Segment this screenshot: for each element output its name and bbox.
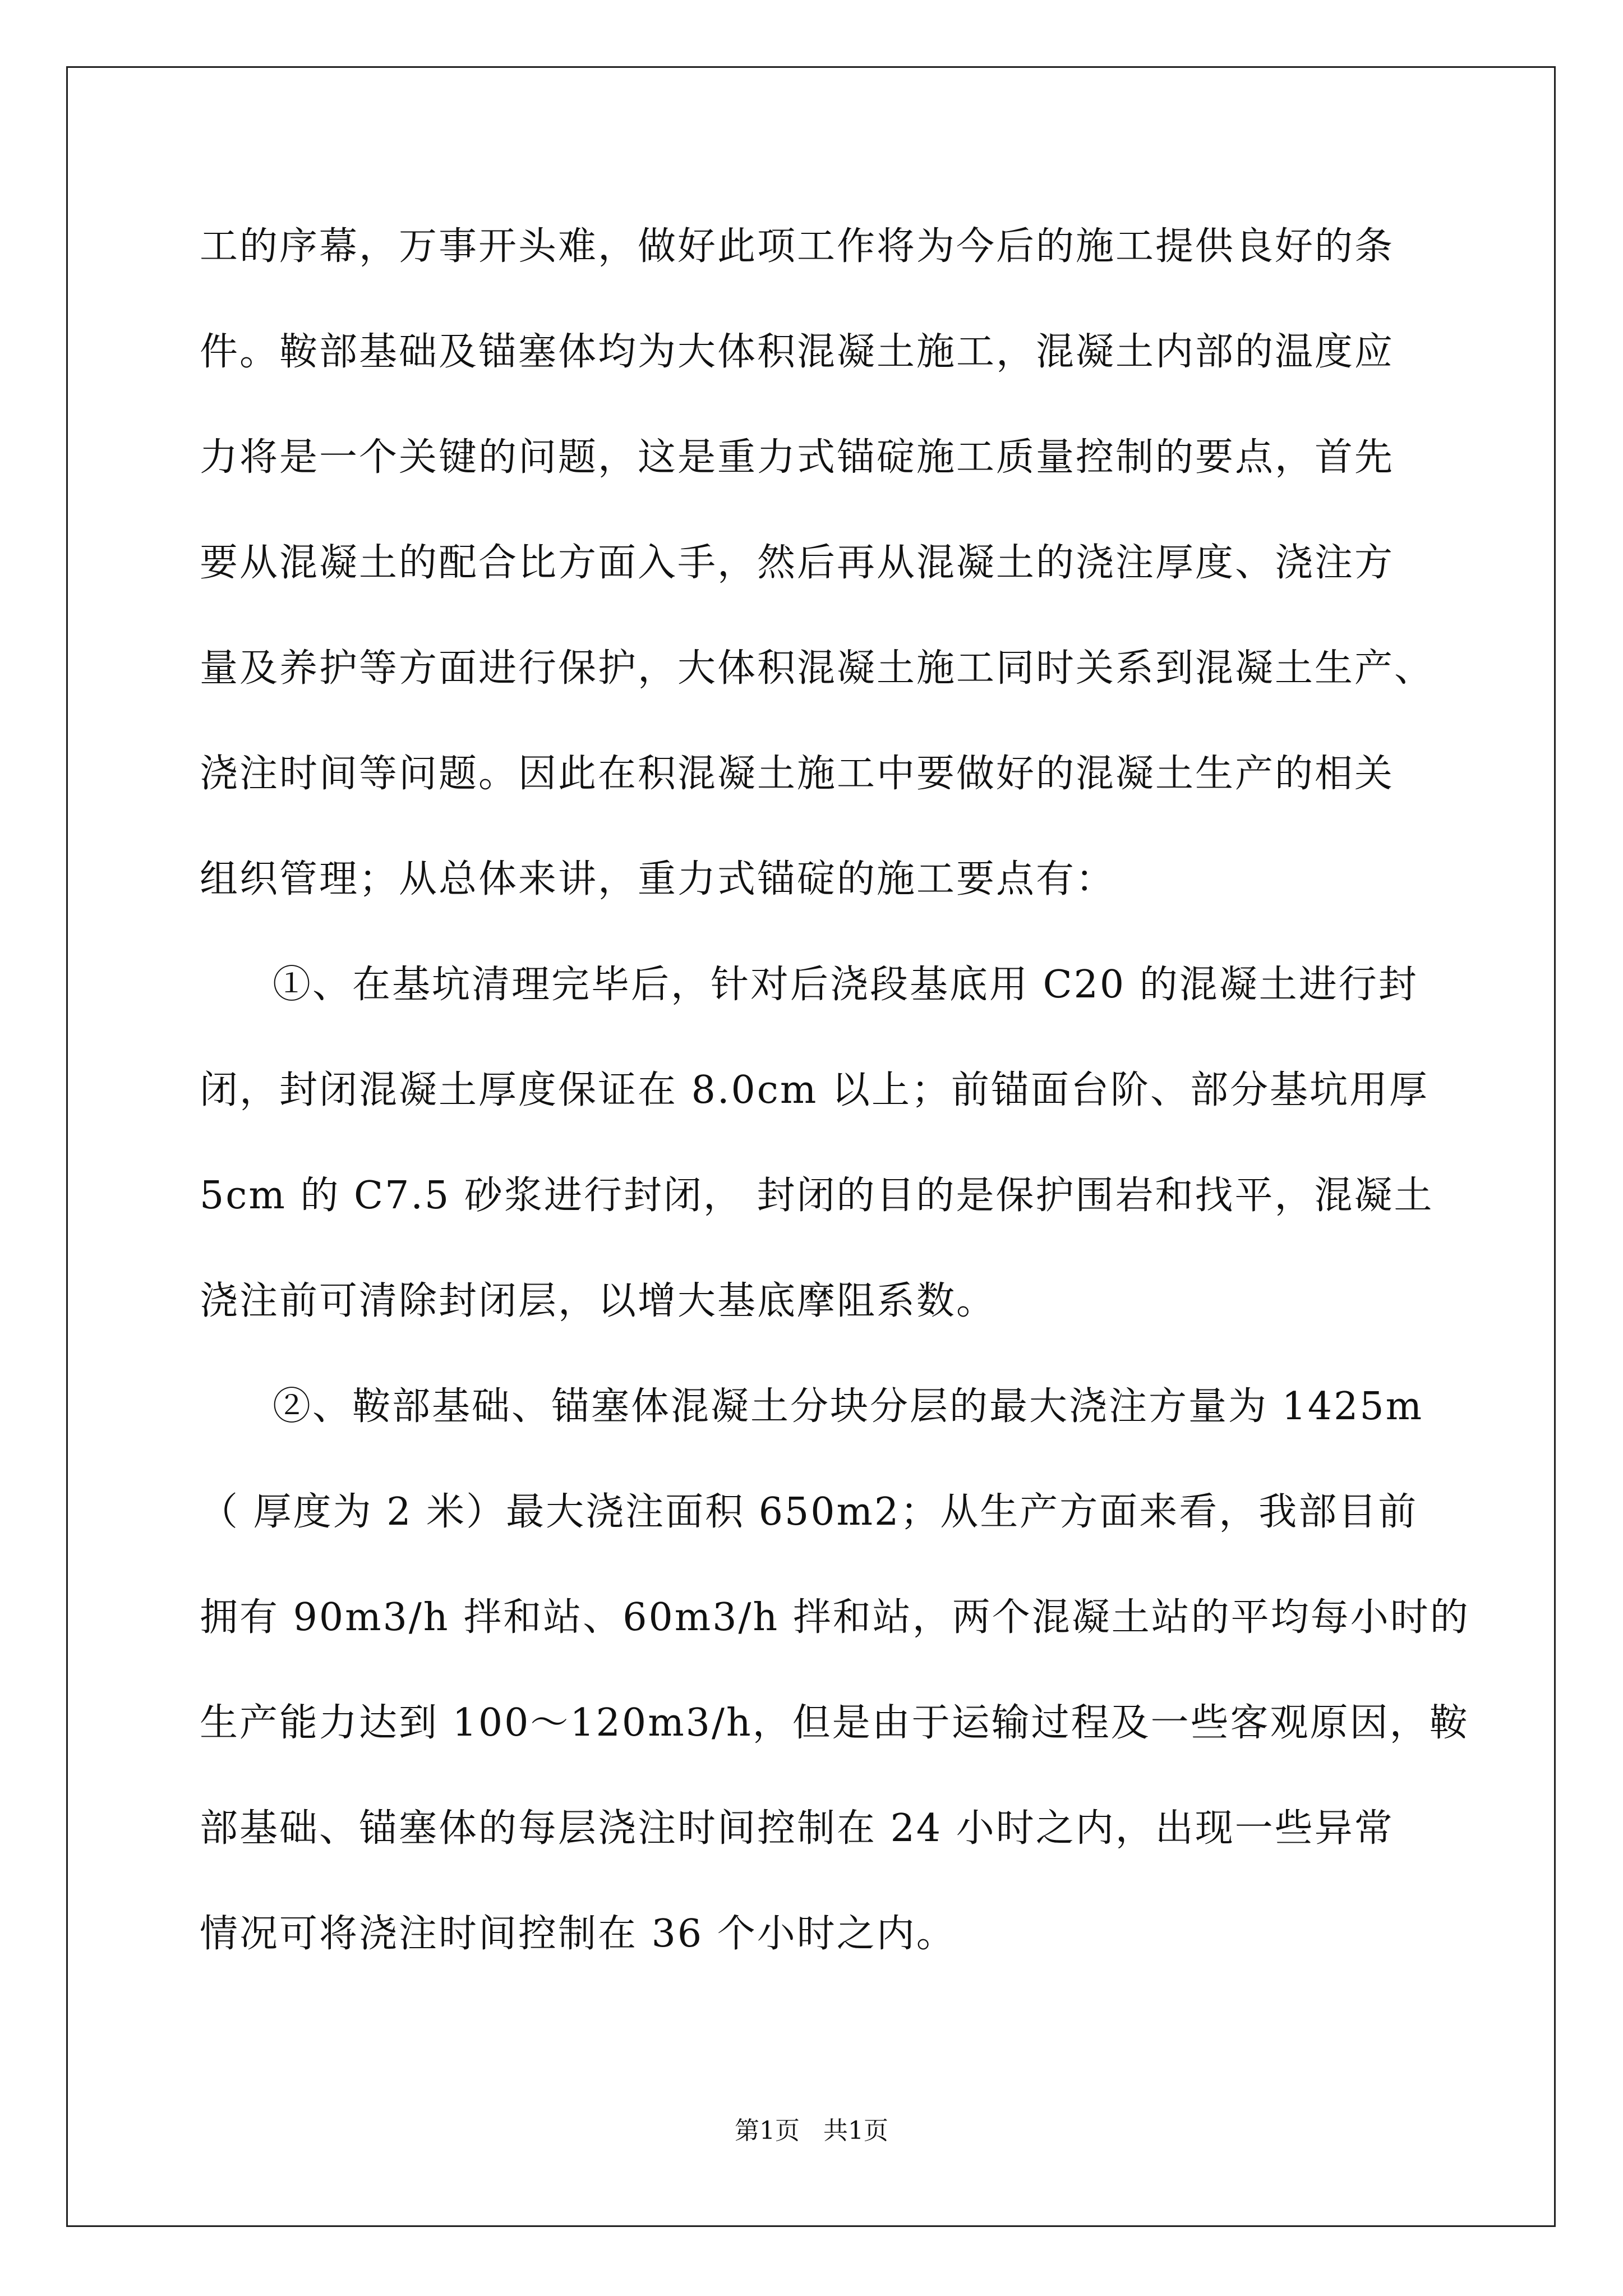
paragraph-line: 生产能力达到 100～120m3/h，但是由于运输过程及一些客观原因，鞍 — [200, 1701, 1469, 1745]
paragraph-line: 力将是一个关键的问题，这是重力式锚碇施工质量控制的要点，首先 — [200, 435, 1395, 480]
paragraph-line: 工的序幕，万事开头难，做好此项工作将为今后的施工提供良好的条 — [200, 224, 1395, 269]
paragraph-line: 组织管理；从总体来讲，重力式锚碇的施工要点有： — [200, 857, 1116, 901]
paragraph-line: 情况可将浇注时间控制在 36 个小时之内。 — [200, 1912, 956, 1956]
paragraph-line: 闭，封闭混凝土厚度保证在 8.0cm 以上；前锚面台阶、部分基坑用厚 — [200, 1068, 1429, 1112]
paragraph-line: 浇注时间等问题。因此在积混凝土施工中要做好的混凝土生产的相关 — [200, 752, 1395, 796]
paragraph-line: ①、在基坑清理完毕后，针对后浇段基底用 C20 的混凝土进行封 — [273, 963, 1418, 1007]
page-footer: 第1页 共1页 — [735, 2116, 888, 2145]
paragraph-line: 拥有 90m3/h 拌和站、60m3/h 拌和站，两个混凝土站的平均每小时的 — [200, 1595, 1470, 1640]
paragraph-line: ②、鞍部基础、锚塞体混凝土分块分层的最大浇注方量为 1425m — [273, 1384, 1424, 1429]
paragraph-line: 件。鞍部基础及锚塞体均为大体积混凝土施工，混凝土内部的温度应 — [200, 330, 1395, 374]
paragraph-line: 要从混凝土的配合比方面入手，然后再从混凝土的浇注厚度、浇注方 — [200, 541, 1395, 585]
paragraph-line: 量及养护等方面进行保护，大体积混凝土施工同时关系到混凝土生产、 — [200, 646, 1435, 691]
paragraph-line: 浇注前可清除封闭层，以增大基底摩阻系数。 — [200, 1279, 997, 1323]
document-body — [200, 213, 1470, 2006]
paragraph-line: （ 厚度为 2 米）最大浇注面积 650m2；从生产方面来看，我部目前 — [200, 1490, 1418, 1534]
paragraph-line: 5cm 的 C7.5 砂浆进行封闭， 封闭的目的是保护围岩和找平，混凝土 — [200, 1174, 1434, 1218]
paragraph-line: 部基础、锚塞体的每层浇注时间控制在 24 小时之内，出现一些异常 — [200, 1806, 1394, 1851]
